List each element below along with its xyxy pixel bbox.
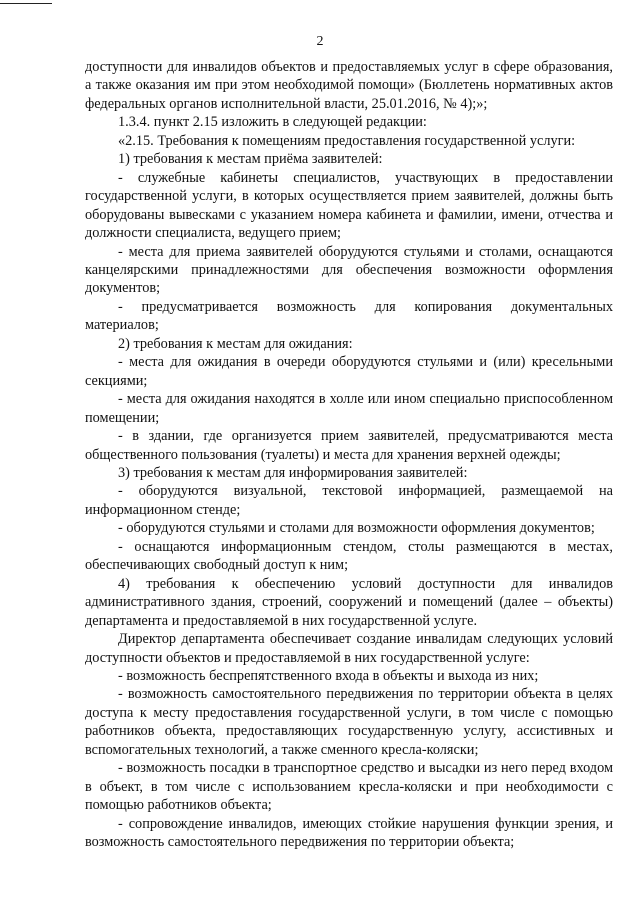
paragraph: - оборудуются визуальной, текстовой информацией, размещаемой на информационном стенде; <box>85 483 613 518</box>
paragraph: - предусматривается возможность для копирования документальных материалов; <box>85 298 613 334</box>
paragraph: - в здании, где организуется прием заявителей, предусматриваются места общественного пользования (туалеты) и места для хранения верхней одежды; <box>85 428 613 463</box>
document-body <box>85 58 613 851</box>
paragraph: 4) требования к обеспечению условий доступности для инвалидов административного здания, строений, сооружений и помещений (далее – объекты) департамента и предоставляемой в них государственной услуге. <box>85 575 613 629</box>
paragraph: - оборудуются стульями и столами для возможности оформления документов; <box>118 520 595 537</box>
paragraph: - возможность самостоятельного передвижения по территории объекта в целях доступа к месту предоставления государственной услуги, в том числе с помощью работников объекта, предоставляющих государственную услугу, ассистивных и вспомогательных технологий, а также сменного кресла-коляски; <box>85 686 613 758</box>
paragraph: - сопровождение инвалидов, имеющих стойкие нарушения функции зрения, и возможность самостоятельного передвижения по территории объекта; <box>85 815 613 851</box>
paragraph: 1.3.4. пункт 2.15 изложить в следующей редакции: <box>118 114 427 131</box>
paragraph: «2.15. Требования к помещениям предоставления государственной услуги: <box>118 132 576 149</box>
paragraph: - места для ожидания в очереди оборудуются стульями и (или) кресельными секциями; <box>85 354 613 389</box>
paragraph: - места для ожидания находятся в холле или ином специально приспособленном помещении; <box>85 391 613 426</box>
paragraph: - оснащаются информационным стендом, столы размещаются в местах, обеспечивающих свободный доступ к ним; <box>85 538 613 574</box>
paragraph: доступности для инвалидов объектов и предоставляемых услуг в сфере образования, а также оказания им при этом необходимой помощи» (Бюллетень нормативных актов федеральных органов исполнительной власти, 25.01.2016, № 4);»; <box>85 59 613 112</box>
paragraph: 2) требования к местам для ожидания: <box>118 335 353 352</box>
paragraph: - возможность посадки в транспортное средство и высадки из него перед входом в объект, в том числе с использованием кресла-коляски и при необходимости с помощью работников объекта; <box>85 760 613 814</box>
paragraph: 1) требования к местам приёма заявителей: <box>118 151 383 168</box>
paragraph: - места для приема заявителей оборудуются стульями и столами, оснащаются канцелярскими принадлежностями для обеспечения возможности оформления документов; <box>85 243 613 297</box>
header-rule <box>0 3 52 4</box>
paragraph: 3) требования к местам для информирования заявителей: <box>118 464 468 481</box>
paragraph: Директор департамента обеспечивает создание инвалидам следующих условий доступности объектов и предоставляемой в них государственной услуге: <box>85 631 613 666</box>
page-number: 2 <box>316 34 324 49</box>
paragraph: - служебные кабинеты специалистов, участвующих в предоставлении государственной услуги, в которых осуществляется прием заявителей, должны быть оборудованы вывесками с указанием номера кабинета и фамилии, имени, отчества и должности специалиста, ведущего прием; <box>85 169 613 242</box>
paragraph: - возможность беспрепятственного входа в объекты и выхода из них; <box>118 667 539 684</box>
